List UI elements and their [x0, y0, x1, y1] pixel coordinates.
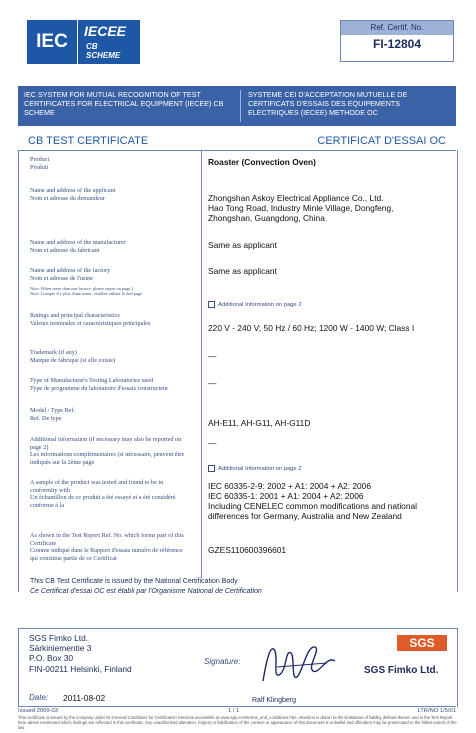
- footer-form-code: LTR/NO 1/5/01: [417, 708, 456, 714]
- label-model: Model / Type Ref. Ref. De type: [30, 407, 76, 422]
- certificate-title-fr: CERTIFICAT D'ESSAI OC: [317, 135, 446, 147]
- date-value: 2011-08-02: [63, 693, 106, 703]
- signer-name: Ralf Klingberg: [252, 697, 296, 704]
- value-testing-lab-type: —: [208, 378, 217, 388]
- iec-logo: IEC: [27, 20, 77, 64]
- signature-label: Signature:: [204, 657, 241, 666]
- value-applicant: Zhongshan Askoy Electrical Appliance Co., Ltd. Hao Tong Road, Industry Minle Village, Dongfeng, Zhongshan, Guangdong, China: [208, 193, 394, 223]
- label-factory: Name and address of the factory Nom et adresse de l'usine: [30, 267, 111, 282]
- issued-by-fr: Ce Certificat d'essai OC est établi par l'Organisme National de Certification: [30, 588, 262, 595]
- certificate-title-row: [18, 132, 456, 151]
- signature-image: [257, 637, 347, 695]
- value-model: AH-E11, AH-G11, AH-G11D: [208, 418, 311, 428]
- label-trademark: Trademark (if any) Marque de fabrique (si elle existe): [30, 349, 116, 364]
- scheme-header-band: [18, 86, 456, 126]
- label-ratings: Ratings and principal characteristics Valeurs nominales et caractéristiques principales: [30, 312, 151, 327]
- checkbox-icon: [208, 465, 215, 472]
- iecee-logo-title: IECEE: [84, 23, 127, 39]
- certification-body-block: [18, 628, 458, 707]
- certificate-number-label: Ref. Certif. No.: [341, 21, 453, 35]
- label-factory-note: Note: When more than one factory, please report on page 2 Note: Lorsque il y plus d'une usine, veuillez utiliser la 2nd page: [30, 286, 142, 297]
- footer-page-number: 1 / 1: [228, 708, 240, 714]
- footer-fine-print: This certificate is issued by the company under its General Conditions for Certification Services accessible at www.sgs.com/terms_and_conditions.htm. Attention is drawn to the limitations of liability defined therein and in the Test Report here above mentioned which findings are reflected in this certificate. Any unauthorized alteration, forgery or falsification of the content or appearance of this document is unlawful and offenders may be prosecuted to the fullest extent of the law.: [18, 715, 457, 731]
- sgs-logo: SGS: [397, 635, 447, 651]
- value-ratings: 220 V - 240 V; 50 Hz / 60 Hz; 1200 W - 1400 W; Class I: [208, 323, 415, 333]
- additional-info-checkbox: [208, 465, 301, 472]
- value-additional-info: —: [208, 438, 217, 448]
- label-additional-info: Additional information (if necessary may also be reported on page 2) Les informations complémentaires (si nécessaire, peuvent être indiqués sur la 2ème page: [30, 436, 185, 466]
- date-label: Date:: [29, 693, 49, 702]
- iecee-logo-cb: CB: [86, 42, 98, 51]
- certificate-number-value: FI-12804: [372, 37, 422, 51]
- issued-by-en: This CB Test Certificate is issued by the National Certification Body: [30, 578, 238, 585]
- form-column-divider: [201, 150, 202, 578]
- value-test-report: GZES110600396601: [208, 545, 287, 555]
- value-product: Roaster (Convection Oven): [208, 157, 316, 167]
- additional-info-checkbox-factory: [208, 301, 301, 308]
- value-factory: Same as applicant: [208, 266, 277, 276]
- sgs-company-name: SGS Fimko Ltd.: [364, 665, 439, 676]
- label-testing-lab-type: Type of Manufacturer's Testing Laboratories used Type de programme du laboratoire d'essais constructeur: [30, 377, 169, 392]
- value-manufacturer: Same as applicant: [208, 240, 277, 250]
- band-divider: [240, 90, 241, 122]
- additional-info-note: Additional Information on page 2: [218, 465, 302, 472]
- certificate-number-box: [340, 20, 454, 62]
- iecee-logo-scheme: SCHEME: [86, 51, 121, 60]
- label-applicant: Name and address of the applicant Nom et adresse du demandeur: [30, 187, 116, 202]
- certificate-title-en: CB TEST CERTIFICATE: [28, 135, 149, 147]
- iecee-cb-scheme-logo: [78, 20, 140, 64]
- label-test-report: As shown in the Test Report Ref. No. which forms part of this Certificate Comme indiqué dans le Rapport d'essais numéro de référence qui constitue partie de ce Certificat: [30, 532, 184, 562]
- footer-issued: Issued 2009-03: [18, 708, 58, 714]
- footer-bar: [18, 706, 456, 715]
- additional-info-note: Additional Information on page 2: [218, 301, 302, 308]
- scheme-title-en: IEC SYSTEM FOR MUTUAL RECOGNITION OF TEST CERTIFICATES FOR ELECTRICAL EQUIPMENT (IECEE) CB SCHEME: [24, 90, 224, 117]
- scheme-title-fr: SYSTEME CEI D'ACCEPTATION MUTUELLE DE CERTIFICATS D'ESSAIS DES EQUIPEMENTS ELECTRIQUES (IECEE) METHODE OC: [248, 90, 408, 117]
- label-product: Product Produit: [30, 156, 50, 171]
- value-trademark: —: [208, 351, 217, 361]
- label-manufacturer: Name and address of the manufacturer Nom et adresse du fabricant: [30, 239, 126, 254]
- certification-body-address: SGS Fimko Ltd. Särkiniementie 3 P.O. Box 30 FIN-00211 Helsinki, Finland: [29, 633, 132, 674]
- value-standards: IEC 60335-2-9: 2002 + A1: 2004 + A2: 2006 IEC 60335-1: 2001 + A1: 2004 + A2: 2006 Including CENELEC common modifications and national differences for Germany, Australia and New Zealand: [208, 481, 418, 521]
- label-standards: A sample of the product was tested and found to be in conformity with Un échantillon de ce produit a été essayé et a été considéré conforme à la: [30, 479, 176, 509]
- date-highlight: [27, 691, 232, 703]
- checkbox-icon: [208, 301, 215, 308]
